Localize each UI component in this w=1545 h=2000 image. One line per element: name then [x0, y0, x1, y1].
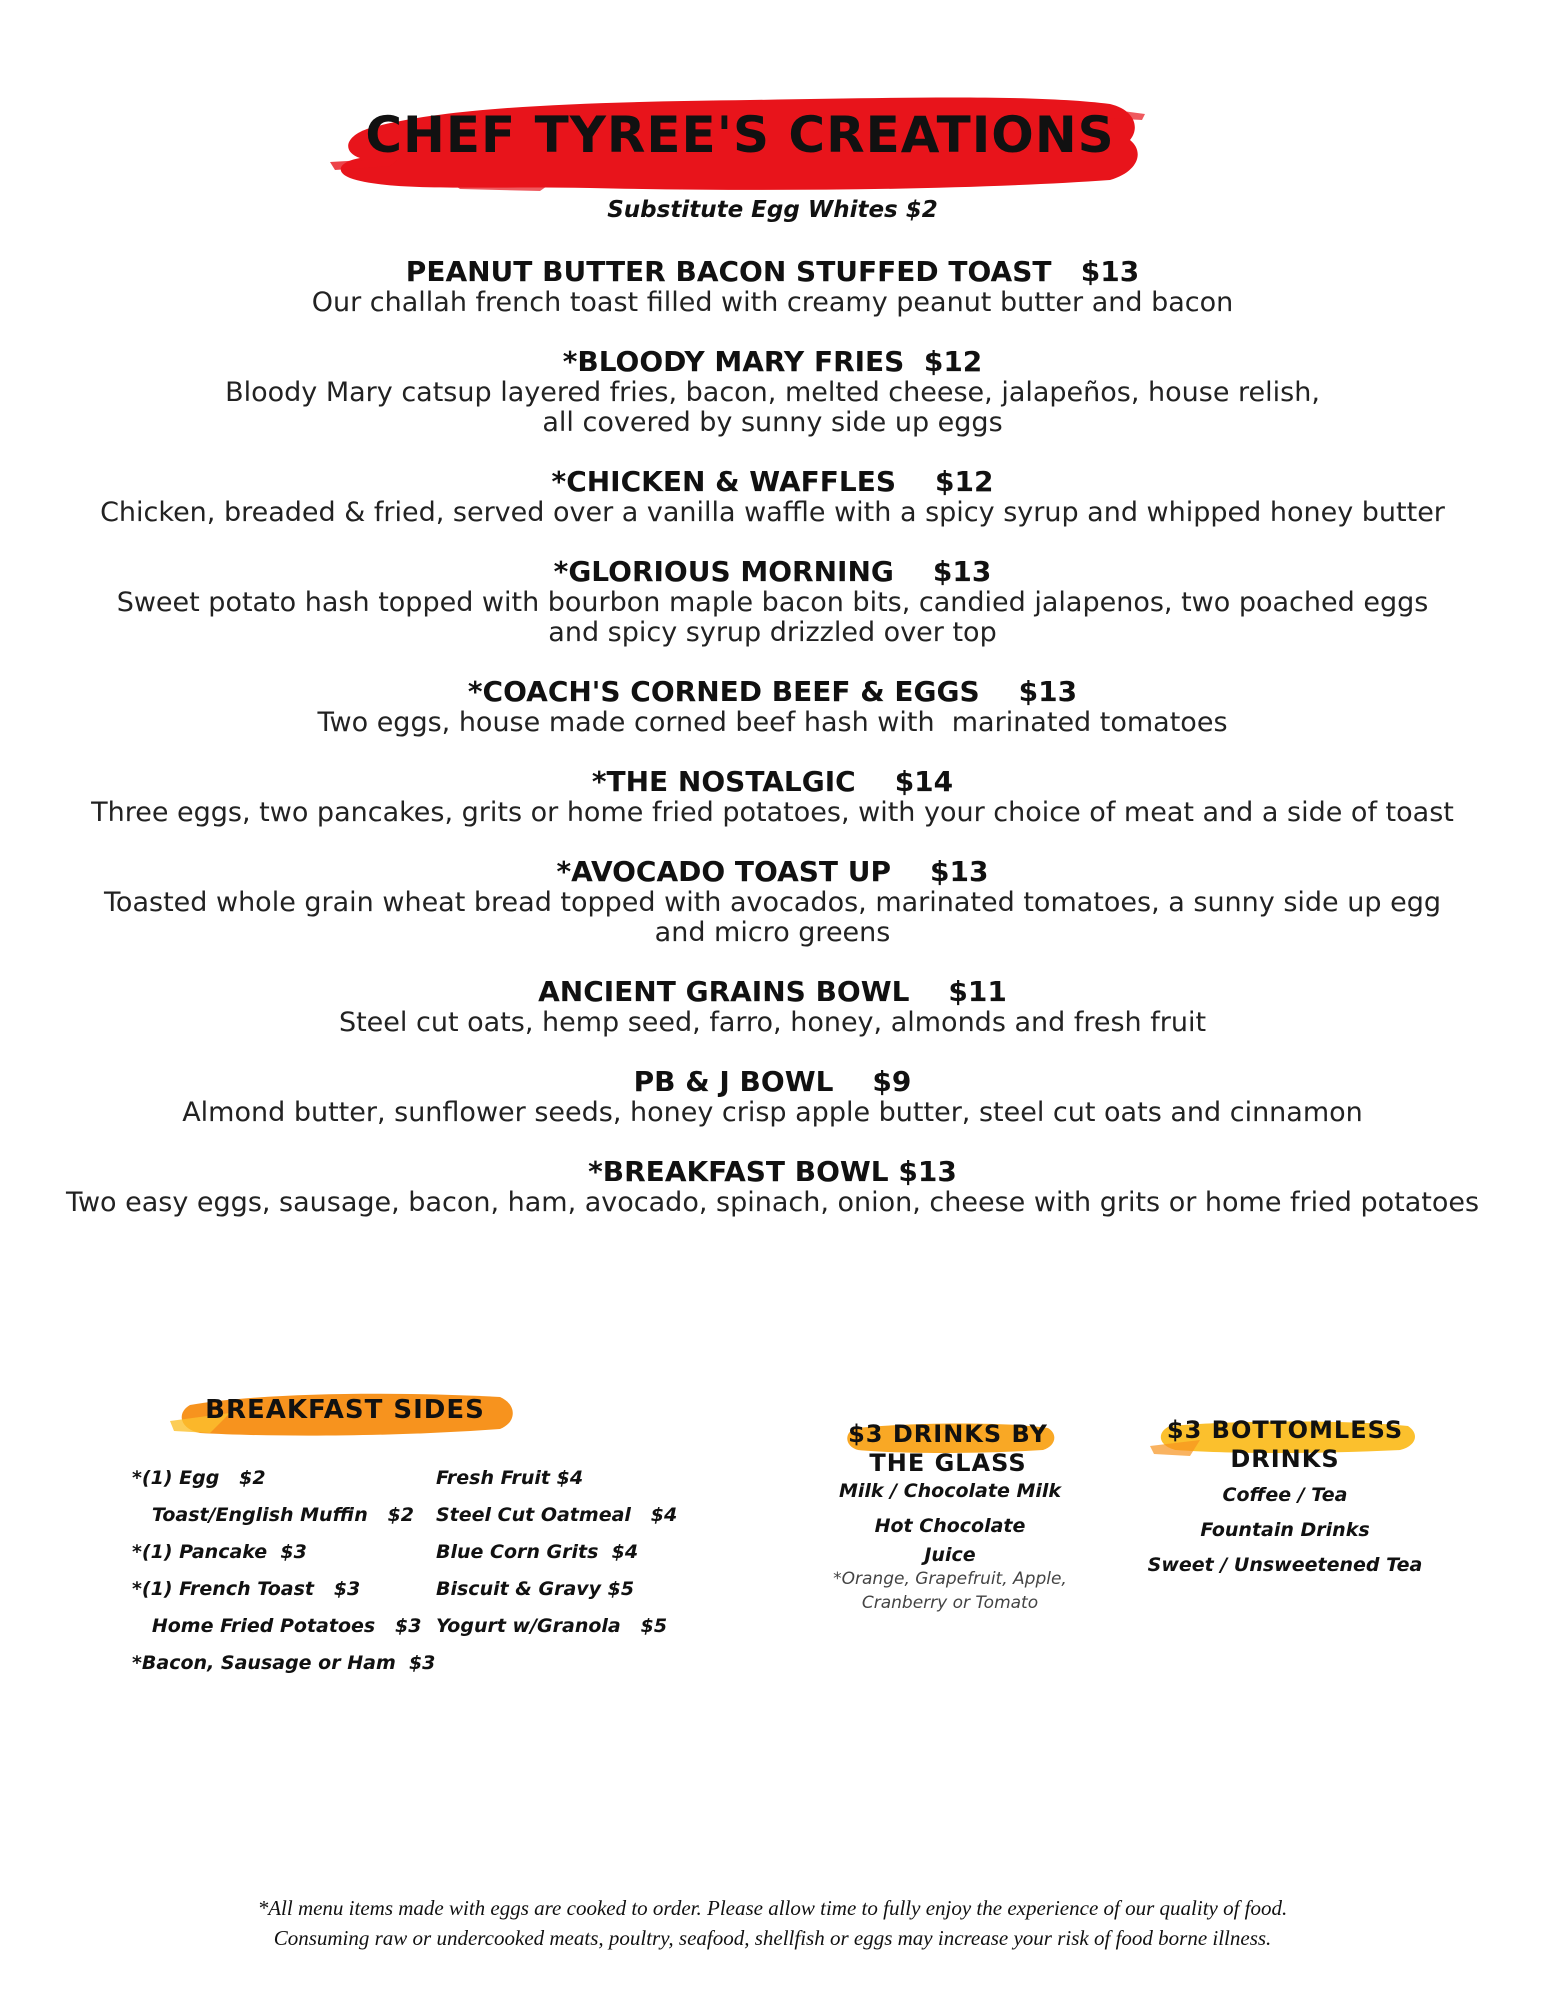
menu-item-description-line: Steel cut oats, hemp seed, farro, honey, almonds and fresh fruit	[338, 1007, 1207, 1038]
side-item: *Bacon, Sausage or Ham $3	[132, 1652, 436, 1674]
menu-item-description-line: Our challah french toast filled with creamy peanut butter and bacon	[311, 287, 1234, 318]
menu-item-description	[0, 1188, 1545, 1218]
title-banner	[330, 88, 1150, 198]
menu-item-description-line: and micro greens	[654, 917, 891, 948]
bottomless-drinks-label-line1: $3 BOTTOMLESS	[1166, 1416, 1404, 1444]
menu-item	[0, 466, 1545, 528]
menu-item	[0, 1066, 1545, 1128]
side-item: *(1) Egg $2	[132, 1467, 266, 1489]
menu-item-description	[0, 498, 1545, 528]
side-item: Toast/English Muffin $2	[132, 1504, 415, 1526]
menu-item-description-line: Three eggs, two pancakes, grits or home fried potatoes, with your choice of meat and a side of toast	[91, 797, 1454, 828]
menu-item-description	[0, 588, 1545, 648]
menu-item-description	[0, 288, 1545, 318]
menu-item-description-line: and spicy syrup drizzled over top	[548, 617, 997, 648]
side-item: Blue Corn Grits $4	[436, 1541, 639, 1563]
menu-item	[0, 976, 1545, 1038]
menu-item	[0, 676, 1545, 738]
menu-item-description-line: Sweet potato hash topped with bourbon maple bacon bits, candied jalapenos, two poached eggs	[116, 587, 1429, 618]
side-item: Yogurt w/Granola $5	[436, 1615, 668, 1637]
menu-item-name: *AVOCADO TOAST UP $13	[556, 855, 989, 888]
egg-whites-note: Substitute Egg Whites $2	[607, 197, 938, 223]
drinks-glass-label	[838, 1420, 1058, 1478]
menu-item-description-line: Bloody Mary catsup layered fries, bacon, melted cheese, jalapeños, house relish,	[225, 377, 1320, 408]
sides-column-1	[132, 1460, 435, 1682]
menu-item-description	[0, 1098, 1545, 1128]
bottomless-drinks-label	[1150, 1416, 1420, 1474]
side-item: Home Fried Potatoes $3	[132, 1615, 422, 1637]
list-item: Juice	[924, 1544, 976, 1566]
side-item: *(1) Pancake $3	[132, 1541, 307, 1563]
breakfast-sides-heading	[170, 1383, 520, 1443]
menu-item-name: *CHICKEN & WAFFLES $12	[551, 465, 994, 498]
footer-line-1: *All menu items made with eggs are cooked to order. Please allow time to fully enjoy the experience of our quality of food.	[257, 1896, 1288, 1920]
menu-item	[0, 346, 1545, 438]
menu-item-description	[0, 888, 1545, 948]
menu-item-description	[0, 378, 1545, 438]
list-item: Sweet / Unsweetened Tea	[1147, 1554, 1423, 1576]
menu-item-name: PB & J BOWL $9	[633, 1065, 912, 1098]
menu-item-description-line: Almond butter, sunflower seeds, honey crisp apple butter, steel cut oats and cinnamon	[182, 1097, 1363, 1128]
drinks-glass-list	[800, 1474, 1100, 1615]
menu-item-description-line: Chicken, breaded & fried, served over a vanilla waffle with a spicy syrup and whipped honey butter	[100, 497, 1445, 528]
menu-item	[0, 766, 1545, 828]
drinks-glass-label-line2: THE GLASS	[869, 1449, 1027, 1477]
list-item: Milk / Chocolate Milk	[838, 1480, 1062, 1502]
drinks-glass-label-line1: $3 DRINKS BY	[848, 1420, 1048, 1448]
menu-item-name: PEANUT BUTTER BACON STUFFED TOAST $13	[405, 255, 1140, 288]
list-item: Hot Chocolate	[874, 1515, 1026, 1537]
menu-items-list	[0, 256, 1545, 1246]
footer-disclaimer	[0, 1893, 1545, 1953]
breakfast-sides-label: BREAKFAST SIDES	[205, 1395, 485, 1425]
bottomless-drinks-heading	[1150, 1416, 1420, 1478]
menu-item	[0, 856, 1545, 948]
menu-item-description	[0, 1008, 1545, 1038]
bottomless-drinks-list	[1135, 1478, 1435, 1583]
side-item: *(1) French Toast $3	[132, 1578, 361, 1600]
juice-options-note: *Orange, Grapefruit, Apple,	[833, 1569, 1067, 1589]
sides-column-2	[436, 1460, 677, 1645]
menu-item-name: *COACH'S CORNED BEEF & EGGS $13	[467, 675, 1078, 708]
bottomless-drinks-label-line2: DRINKS	[1230, 1445, 1340, 1473]
menu-item-description	[0, 708, 1545, 738]
menu-item-description-line: Two easy eggs, sausage, bacon, ham, avocado, spinach, onion, cheese with grits or home fried potatoes	[65, 1187, 1480, 1218]
juice-options-note: Cranberry or Tomato	[861, 1593, 1039, 1613]
page-title: CHEF TYREE'S CREATIONS	[365, 106, 1115, 164]
menu-item-description	[0, 798, 1545, 828]
side-item: Biscuit & Gravy $5	[436, 1578, 635, 1600]
menu-item-description-line: all covered by sunny side up eggs	[542, 407, 1003, 438]
menu-item	[0, 556, 1545, 648]
menu-item-name: *GLORIOUS MORNING $13	[553, 555, 992, 588]
menu-item-name: *BLOODY MARY FRIES $12	[562, 345, 983, 378]
menu-item-name: *THE NOSTALGIC $14	[591, 765, 954, 798]
menu-item-description-line: Toasted whole grain wheat bread topped with avocados, marinated tomatoes, a sunny side up egg	[104, 887, 1441, 918]
side-item: Steel Cut Oatmeal $4	[436, 1504, 678, 1526]
footer-line-2: Consuming raw or undercooked meats, poultry, seafood, shellfish or eggs may increase your risk of food borne illness.	[273, 1926, 1272, 1950]
menu-item-name: *BREAKFAST BOWL $13	[588, 1155, 957, 1188]
menu-item-description-line: Two eggs, house made corned beef hash with marinated tomatoes	[317, 707, 1228, 738]
menu-item	[0, 256, 1545, 318]
menu-item	[0, 1156, 1545, 1218]
list-item: Coffee / Tea	[1222, 1484, 1348, 1506]
menu-item-name: ANCIENT GRAINS BOWL $11	[538, 975, 1007, 1008]
side-item: Fresh Fruit $4	[436, 1467, 584, 1489]
list-item: Fountain Drinks	[1200, 1519, 1370, 1541]
